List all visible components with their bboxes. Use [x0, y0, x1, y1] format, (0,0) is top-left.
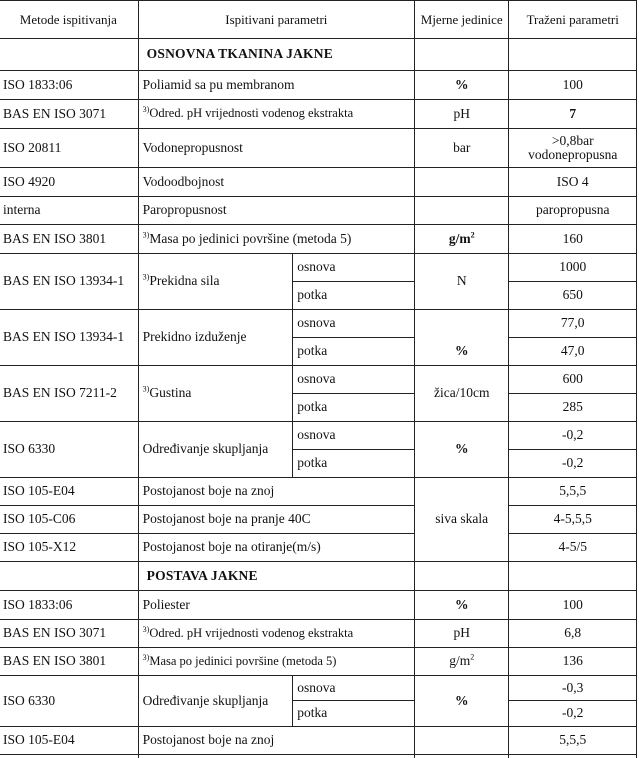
method-cell: ISO 4920 [0, 168, 138, 197]
value-cell: -0,2 [509, 701, 637, 727]
parameter-cell: Prekidno izduženje [138, 310, 293, 366]
unit-cell [415, 197, 509, 225]
unit-text: g/m [449, 653, 471, 669]
section-row [0, 39, 637, 71]
method-cell: interna [0, 197, 138, 225]
unit-cell: % [415, 591, 509, 620]
unit-cell [415, 225, 509, 254]
unit-superscript: 2 [470, 652, 475, 662]
value-cell: >0,8bar vodonepropusna [509, 129, 637, 168]
section-title: POSTAVA JAKNE [138, 562, 414, 591]
table-row [0, 755, 637, 758]
subparameter-cell: osnova [293, 676, 415, 701]
value-cell: 5,5,5 [509, 478, 637, 506]
method-cell: BAS EN ISO 3801 [0, 225, 138, 254]
table-row [0, 225, 637, 254]
parameter-cell: Određivanje skupljanja [138, 676, 293, 727]
parameter-cell: Poliester [138, 591, 414, 620]
parameter-text: Prekidna sila [149, 273, 220, 289]
value-cell: 77,0 [509, 310, 637, 338]
method-cell: ISO 6330 [0, 422, 138, 478]
unit-cell [415, 648, 509, 676]
value-cell: 100 [509, 71, 637, 100]
footnote-marker: 3) [142, 230, 150, 240]
footnote-marker: 3) [142, 105, 150, 115]
method-cell: BAS EN ISO 13934-1 [0, 254, 138, 310]
parameter-cell: Poliamid sa pu membranom [138, 71, 414, 100]
parameter-cell [138, 648, 414, 676]
parameter-cell: Vodonepropusnost [138, 129, 414, 168]
value-cell: 47,0 [509, 338, 637, 366]
parameter-cell [138, 254, 293, 310]
parameter-cell: Postojanost boje na otiranje(m/s) [138, 534, 414, 562]
table-row [0, 506, 637, 534]
method-cell: ISO 105-C06 [0, 506, 138, 534]
table-row [0, 591, 637, 620]
value-cell: 285 [509, 394, 637, 422]
method-cell: BAS EN ISO 13934-1 [0, 310, 138, 366]
header-units: Mjerne jedinice [415, 1, 509, 39]
table-row [0, 310, 637, 338]
parameter-cell [138, 100, 414, 129]
table-row [0, 254, 637, 282]
value-cell: -0,2 [509, 422, 637, 450]
parameter-text: Odred. pH vrijednosti vodenog ekstrakta [149, 106, 354, 121]
table-row [0, 129, 637, 168]
header-required: Traženi parametri [509, 1, 637, 39]
method-cell: BAS EN ISO 3071 [0, 100, 138, 129]
subparameter-cell: potka [293, 394, 415, 422]
value-cell: -0,2 [509, 450, 637, 478]
unit-cell: pH [415, 100, 509, 129]
parameter-text: Gustina [149, 385, 192, 401]
table-row [0, 620, 637, 648]
parameter-text: Masa po jedinici površine (metoda 5) [149, 230, 352, 246]
parameter-cell: Postojanost boje na znoj [138, 478, 414, 506]
table-row [0, 648, 637, 676]
parameter-cell: Postojanost boje na znoj [138, 727, 414, 755]
method-cell: ISO 20811 [0, 129, 138, 168]
unit-cell: % [415, 71, 509, 100]
table-row [0, 422, 637, 450]
unit-cell: % [415, 338, 509, 366]
parameter-cell: Određivanje skupljanja [138, 422, 293, 478]
unit-cell: bar [415, 129, 509, 168]
table-row [0, 168, 637, 197]
method-cell: ISO 1833:06 [0, 591, 138, 620]
value-cell: 160 [509, 225, 637, 254]
unit-cell: siva skala [415, 478, 509, 562]
value-cell: 7 [509, 100, 637, 129]
value-cell: -0,3 [509, 676, 637, 701]
value-cell: 100 [509, 591, 637, 620]
parameter-cell [138, 225, 414, 254]
value-cell: 6,8 [509, 620, 637, 648]
unit-cell: žica/10cm [415, 366, 509, 422]
method-cell: ISO 6330 [0, 676, 138, 727]
unit-cell: N [415, 254, 509, 310]
table-header-row [0, 1, 637, 39]
unit-cell: % [415, 422, 509, 478]
unit-cell: % [415, 676, 509, 727]
method-cell: ISO 105-X12 [0, 534, 138, 562]
method-cell: BAS EN ISO 7211-2 [0, 366, 138, 422]
subparameter-cell: potka [293, 338, 415, 366]
parameter-cell: Postojanost boje na pranje 40C [138, 506, 414, 534]
value-cell: 5,5,5 [509, 727, 637, 755]
unit-cell: pH [415, 620, 509, 648]
value-cell: 4-5/5 [509, 534, 637, 562]
section-title: OSNOVNA TKANINA JAKNE [138, 39, 414, 71]
unit-superscript: 2 [470, 230, 475, 240]
parameter-text: Odred. pH vrijednosti vodenog ekstrakta [149, 625, 354, 640]
subparameter-cell: osnova [293, 254, 415, 282]
subparameter-cell: potka [293, 282, 415, 310]
method-cell: ISO 1833:06 [0, 71, 138, 100]
value-cell: ISO 4 [509, 168, 637, 197]
footnote-marker: 3) [142, 272, 150, 282]
subparameter-cell: osnova [293, 366, 415, 394]
value-cell: 600 [509, 366, 637, 394]
method-cell: ISO 105-E04 [0, 478, 138, 506]
table-row [0, 534, 637, 562]
parameter-cell [138, 620, 414, 648]
table-row [0, 71, 637, 100]
parameter-text: Masa po jedinici površine (metoda 5) [149, 653, 337, 668]
footnote-marker: 3) [142, 624, 150, 634]
header-methods: Metode ispitivanja [0, 1, 138, 39]
value-cell: paropropusna [509, 197, 637, 225]
parameter-cell: Vodoodbojnost [138, 168, 414, 197]
table-row [0, 100, 637, 129]
table-row [0, 478, 637, 506]
method-cell: BAS EN ISO 3071 [0, 620, 138, 648]
table-row [0, 727, 637, 755]
value-cell: 136 [509, 648, 637, 676]
parameter-cell: Paropropusnost [138, 197, 414, 225]
subparameter-cell: potka [293, 450, 415, 478]
value-cell: 4-5,5,5 [509, 506, 637, 534]
value-cell: 1000 [509, 254, 637, 282]
footnote-marker: 3) [142, 652, 150, 662]
table-row [0, 366, 637, 394]
value-cell: 650 [509, 282, 637, 310]
header-parameters: Ispitivani parametri [138, 1, 414, 39]
method-cell: ISO 105-E04 [0, 727, 138, 755]
table-row [0, 676, 637, 701]
section-row [0, 562, 637, 591]
subparameter-cell: potka [293, 701, 415, 727]
parameter-cell [138, 366, 293, 422]
unit-cell [415, 168, 509, 197]
footnote-marker: 3) [142, 384, 150, 394]
table-row [0, 197, 637, 225]
subparameter-cell: osnova [293, 422, 415, 450]
subparameter-cell: osnova [293, 310, 415, 338]
unit-text: g/m [448, 230, 471, 246]
method-cell: BAS EN ISO 3801 [0, 648, 138, 676]
